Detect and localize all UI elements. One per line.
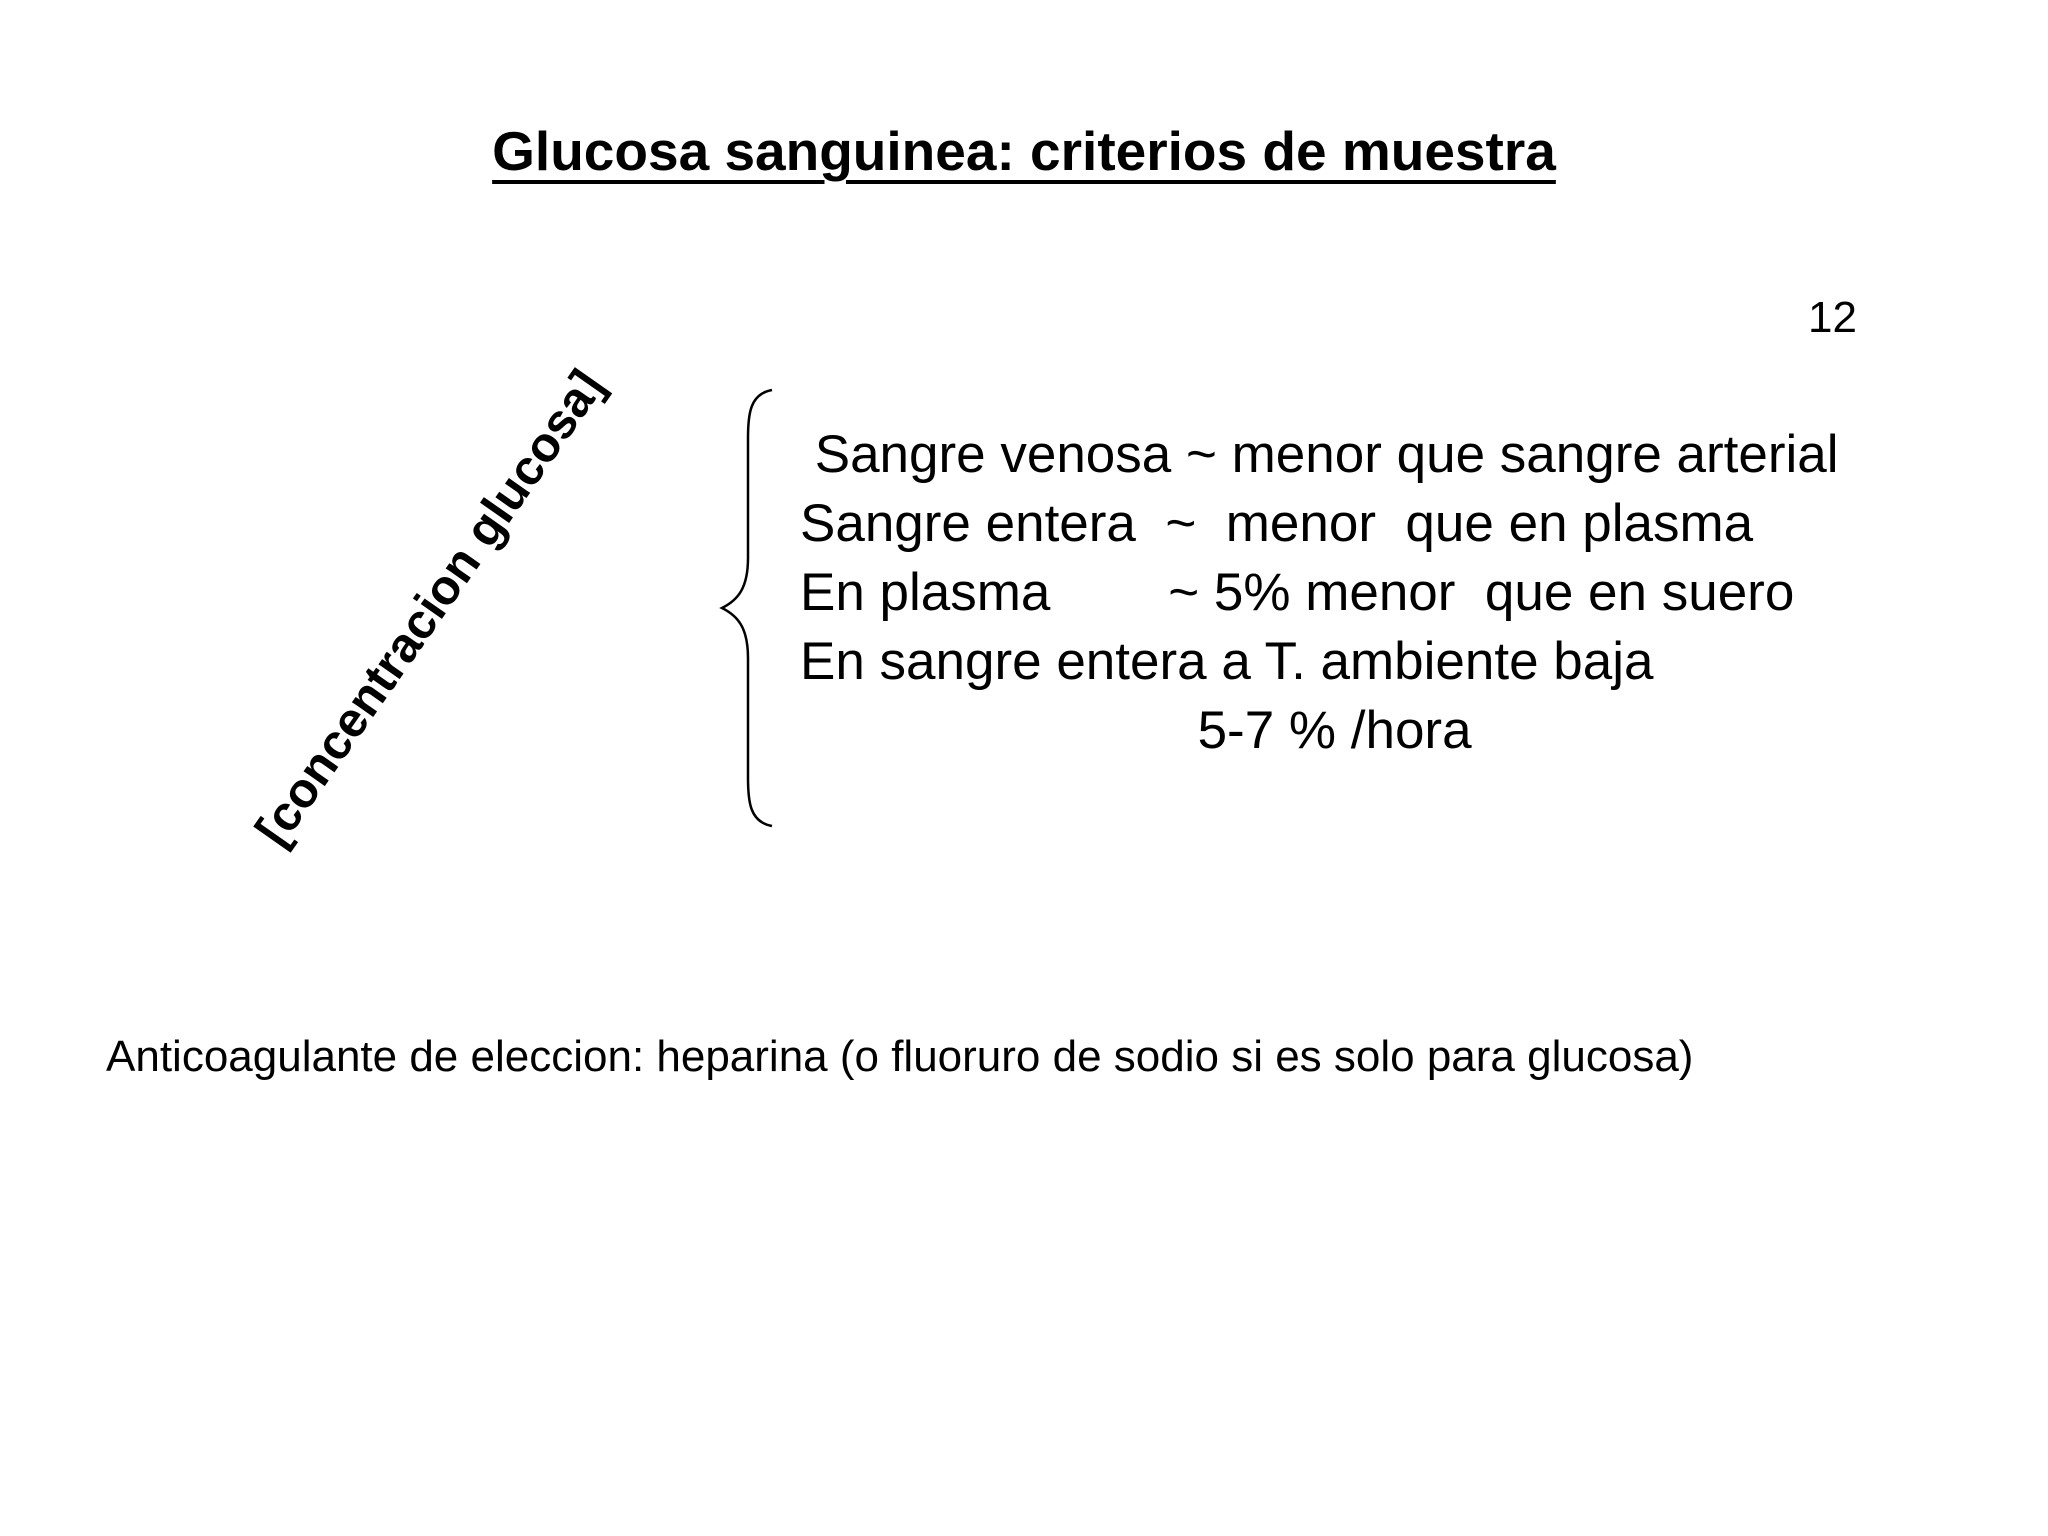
comparison-line-entera: Sangre entera ~ menor que en plasma xyxy=(800,494,1754,553)
comparison-line-venosa: Sangre venosa ~ menor que sangre arterial xyxy=(800,425,1839,484)
comparison-line-rate: 5-7 % /hora xyxy=(800,701,1472,760)
curly-brace-icon xyxy=(718,388,778,828)
anticoagulant-note: Anticoagulante de eleccion: heparina (o fluoruro de sodio si es solo para glucosa) xyxy=(106,1032,1694,1081)
comparison-list xyxy=(800,420,1839,765)
comparison-line-plasma: En plasma ~ 5% menor que en suero xyxy=(800,563,1795,622)
page-number: 12 xyxy=(1808,293,1857,342)
comparison-line-ambiente: En sangre entera a T. ambiente baja xyxy=(800,632,1654,691)
slide-title: Glucosa sanguinea: criterios de muestra xyxy=(492,120,1556,182)
rotated-axis-label: [concentracion glucosa] xyxy=(245,360,615,856)
